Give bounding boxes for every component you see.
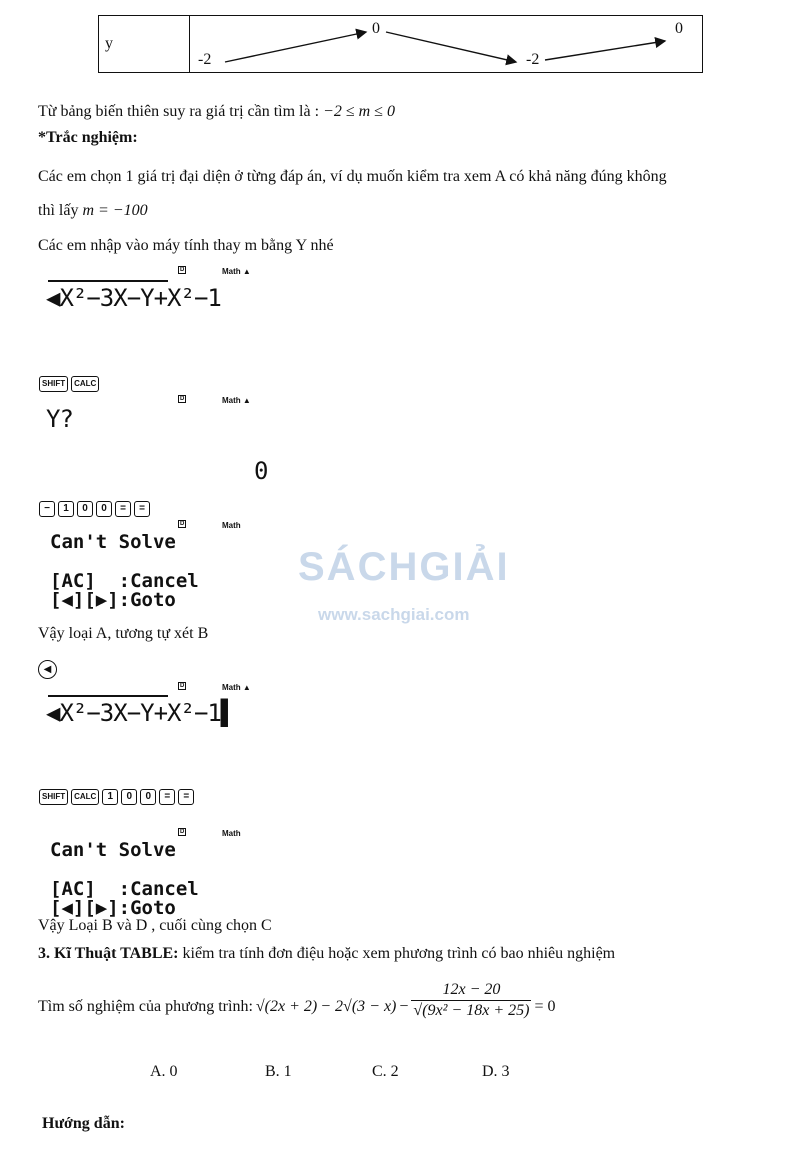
- digit-key: 0: [77, 501, 93, 517]
- calc-key: CALC: [71, 376, 99, 392]
- watermark-brand: SÁCHGIẢI: [298, 545, 510, 589]
- equals-key: =: [159, 789, 175, 805]
- equation-rhs: = 0: [534, 997, 556, 1015]
- shift-key: SHIFT: [39, 789, 68, 805]
- variation-arrows: [99, 16, 704, 74]
- digit-key: 0: [96, 501, 112, 517]
- goto-text: [◀][▶]:Goto: [50, 897, 176, 919]
- calc-overline: [48, 280, 168, 282]
- digit-key: 1: [58, 501, 74, 517]
- calc-prompt-y: Y?: [46, 405, 73, 433]
- key-sequence-minus-100: [39, 500, 153, 518]
- intro-math: m = −100: [82, 202, 148, 219]
- calc-indicator-d: D: [180, 829, 185, 835]
- equation-fraction: [411, 980, 531, 1021]
- fraction-denominator: √(9x² − 18x + 25): [413, 1002, 530, 1019]
- calc-indicator-math: Math: [222, 829, 241, 838]
- answer-c: C. 2: [372, 1063, 399, 1080]
- calc-indicator-d: D: [180, 683, 185, 689]
- answer-b: B. 1: [265, 1063, 292, 1080]
- minus-key: −: [39, 501, 55, 517]
- digit-key: 0: [121, 789, 137, 805]
- calc-key: CALC: [71, 789, 99, 805]
- goto-text: [◀][▶]:Goto: [50, 589, 176, 611]
- table-value-4: 0: [675, 20, 683, 37]
- variation-table: [98, 15, 703, 73]
- equals-key: =: [178, 789, 194, 805]
- table-technique-heading: 3. Kĩ Thuật TABLE: kiểm tra tính đơn điệu hoặc xem phương trình có bao nhiêu nghiệm: [38, 945, 616, 962]
- intro-line-3: Các em nhập vào máy tính thay m bằng Y nhé: [38, 237, 334, 254]
- shift-key: SHIFT: [39, 376, 68, 392]
- calc-indicator-d: D: [180, 267, 185, 273]
- calc-prompt-value: 0: [254, 457, 268, 485]
- table-row-label: y: [105, 35, 113, 52]
- ac-cancel-text: [AC] :Cancel: [50, 570, 199, 592]
- conclusion-line: Từ bảng biến thiên suy ra giá trị cần tìm là : −2 ≤ m ≤ 0: [38, 103, 395, 120]
- equation-term-2: − 2√(3 − x): [320, 997, 397, 1015]
- cant-solve-text: Can't Solve: [50, 839, 176, 861]
- conclusion-math: −2 ≤ m ≤ 0: [323, 103, 395, 120]
- table-value-3: -2: [526, 51, 540, 68]
- calc-indicator-math: Math ▲: [222, 267, 251, 276]
- problem-prefix: Tìm số nghiệm của phương trình:: [38, 997, 253, 1015]
- table-value-1: -2: [198, 51, 212, 68]
- answer-d: D. 3: [482, 1063, 510, 1080]
- answer-a: A. 0: [150, 1063, 178, 1080]
- digit-key: 1: [102, 789, 118, 805]
- key-sequence-shift-calc: [39, 375, 102, 393]
- fraction-numerator: 12x − 20: [411, 980, 531, 1001]
- calc-indicator-math: Math ▲: [222, 396, 251, 405]
- calc-expression-2: ◀X²−3X−Y+X²−1▌: [46, 699, 235, 727]
- calc-indicator-math: Math ▲: [222, 683, 251, 692]
- calc-indicator-math: Math: [222, 521, 241, 530]
- intro-line-1: Các em chọn 1 giá trị đại diện ở từng đáp án, ví dụ muốn kiểm tra xem A có khả năng đúng không: [38, 168, 667, 185]
- table-value-2: 0: [372, 20, 380, 37]
- watermark-url: www.sachgiai.com: [318, 605, 470, 624]
- cant-solve-text: Can't Solve: [50, 531, 176, 553]
- intro-line-2: thì lấy m = −100: [38, 202, 148, 219]
- digit-key: 0: [140, 789, 156, 805]
- calc-expression-1: ◀X²−3X−Y+X²−1: [46, 284, 221, 312]
- left-arrow-key: ◀: [38, 660, 57, 679]
- loai-a-line: Vậy loại A, tương tự xét B: [38, 625, 209, 642]
- equation-term-1: √(2x + 2): [255, 997, 318, 1015]
- key-sequence-shift-calc-100: [39, 788, 197, 806]
- equals-key: =: [134, 501, 150, 517]
- problem-line: Tìm số nghiệm của phương trình: √(2x + 2) − 2√(3 − x) − $\frac{12x - 20}{\text{√(9x² − 18x + 25)}}$ = 0: [38, 981, 556, 1019]
- ac-cancel-text: [AC] :Cancel: [50, 878, 199, 900]
- equals-key: =: [115, 501, 131, 517]
- guide-heading: Hướng dẫn:: [42, 1115, 125, 1132]
- calc-indicator-d: D: [180, 521, 185, 527]
- section-trac-nghiem: *Trắc nghiệm:: [38, 129, 138, 146]
- calc-indicator-d: D: [180, 396, 185, 402]
- loai-bd-line: Vậy Loại B và D , cuối cùng chọn C: [38, 917, 272, 934]
- calc-overline: [48, 695, 168, 697]
